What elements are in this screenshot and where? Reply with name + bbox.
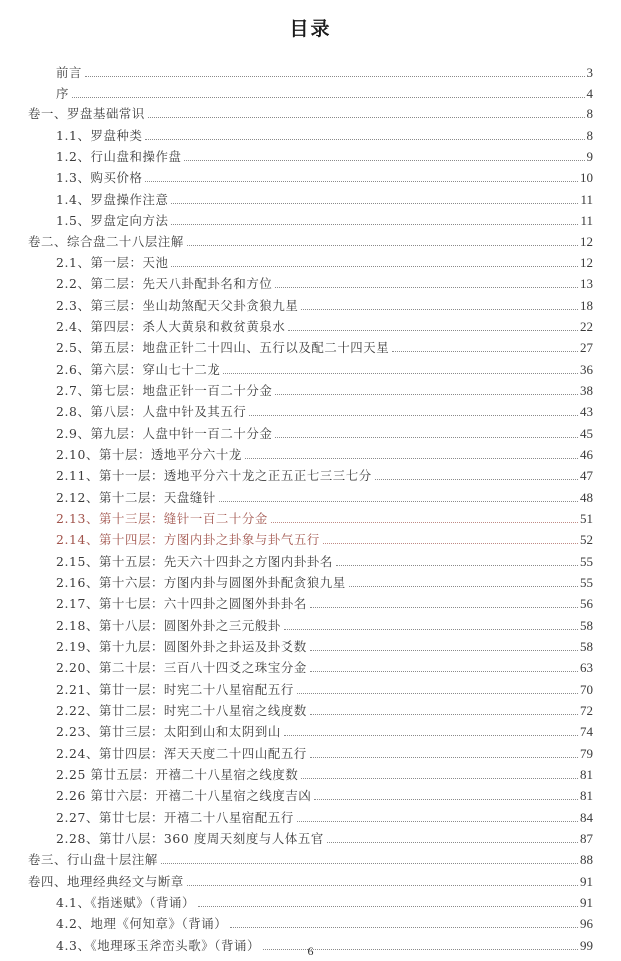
toc-entry-page-number: 3 bbox=[586, 65, 593, 80]
toc-section-entry[interactable] bbox=[56, 486, 593, 506]
toc-entry-page-number: 51 bbox=[580, 511, 593, 526]
toc-entry-title: 2.12、第十二层：天盘缝针 bbox=[56, 490, 216, 505]
dot-leader bbox=[336, 564, 578, 566]
toc-entry-page-number: 72 bbox=[580, 703, 593, 718]
toc-entry-page-number: 74 bbox=[580, 724, 593, 739]
toc-entry-page-number: 18 bbox=[580, 298, 593, 313]
toc-entry-page-number: 88 bbox=[580, 852, 593, 867]
dot-leader bbox=[187, 884, 578, 886]
toc-entry-title: 2.25 第廿五层：开禧二十八星宿之线度数 bbox=[56, 767, 299, 782]
toc-entry-page-number: 47 bbox=[580, 468, 593, 483]
toc-entry-page-number: 27 bbox=[580, 340, 593, 355]
toc-entry-page-number: 11 bbox=[580, 192, 593, 207]
toc-section-entry[interactable] bbox=[56, 358, 593, 378]
toc-section-entry[interactable] bbox=[56, 294, 593, 314]
toc-section-entry[interactable] bbox=[56, 528, 593, 548]
toc-entry-page-number: 12 bbox=[580, 234, 593, 249]
toc-section-entry[interactable] bbox=[56, 443, 593, 463]
toc-entry-title: 2.2、第二层：先天八卦配卦名和方位 bbox=[56, 276, 273, 291]
toc-entry-title: 2.20、第二十层：三百八十四爻之珠宝分金 bbox=[56, 660, 307, 675]
dot-leader bbox=[161, 862, 578, 864]
toc-chapter-entry[interactable] bbox=[28, 848, 593, 868]
dot-leader bbox=[301, 308, 578, 310]
dot-leader bbox=[145, 180, 578, 182]
dot-leader bbox=[271, 521, 578, 523]
dot-leader bbox=[310, 713, 578, 715]
toc-entry-title: 1.3、购买价格 bbox=[56, 170, 143, 185]
toc-entry-page-number: 48 bbox=[580, 490, 593, 505]
toc-entry-title: 4.1、《指迷赋》（背诵） bbox=[56, 895, 196, 910]
toc-section-entry[interactable] bbox=[56, 400, 593, 420]
toc-entry-page-number: 91 bbox=[580, 874, 593, 889]
toc-section-entry[interactable] bbox=[56, 336, 593, 356]
toc-section-entry[interactable] bbox=[56, 272, 593, 292]
dot-leader bbox=[297, 692, 578, 694]
toc-entry-page-number: 36 bbox=[580, 362, 593, 377]
toc-entry-title: 2.11、第十一层：透地平分六十龙之正五正七三三七分 bbox=[56, 468, 372, 483]
toc-entry-title: 2.8、第八层：人盘中针及其五行 bbox=[56, 404, 247, 419]
toc-entry-page-number: 9 bbox=[586, 149, 593, 164]
toc-entry-page-number: 55 bbox=[580, 575, 593, 590]
toc-entry-page-number: 8 bbox=[586, 106, 593, 121]
toc-entry-title: 2.21、第廿一层：时宪二十八星宿配五行 bbox=[56, 682, 294, 697]
toc-section-entry[interactable] bbox=[56, 422, 593, 442]
toc-section-entry[interactable] bbox=[56, 635, 593, 655]
toc-entry-title: 2.10、第十层：透地平分六十龙 bbox=[56, 447, 242, 462]
toc-entry-title: 2.26 第廿六层：开禧二十八星宿之线度吉凶 bbox=[56, 788, 312, 803]
toc-entry-title: 4.2、地理《何知章》（背诵） bbox=[56, 916, 228, 931]
dot-leader bbox=[310, 649, 578, 651]
toc-entry-page-number: 87 bbox=[580, 831, 593, 846]
dot-leader bbox=[288, 329, 578, 331]
toc-entry-page-number: 56 bbox=[580, 596, 593, 611]
dot-leader bbox=[85, 75, 585, 77]
toc-entry-title: 2.16、第十六层：方图内卦与圆图外卦配贪狼九星 bbox=[56, 575, 346, 590]
dot-leader bbox=[310, 606, 578, 608]
toc-section-entry[interactable] bbox=[56, 571, 593, 591]
toc-section-entry[interactable] bbox=[56, 720, 593, 740]
dot-leader bbox=[245, 457, 578, 459]
toc-entry-title: 2.1、第一层：天池 bbox=[56, 255, 169, 270]
dot-leader bbox=[314, 798, 578, 800]
toc-entry-page-number: 38 bbox=[580, 383, 593, 398]
dot-leader bbox=[198, 905, 578, 907]
dot-leader bbox=[72, 96, 585, 98]
toc-section-entry[interactable] bbox=[56, 379, 593, 399]
dot-leader bbox=[284, 628, 578, 630]
toc-entry-title: 卷三、行山盘十层注解 bbox=[28, 852, 158, 867]
toc-entry-title: 2.27、第廿七层：开禧二十八星宿配五行 bbox=[56, 810, 294, 825]
toc-section-entry[interactable] bbox=[56, 82, 593, 102]
dot-leader bbox=[184, 159, 584, 161]
toc-section-entry[interactable] bbox=[56, 550, 593, 570]
dot-leader bbox=[297, 820, 578, 822]
dot-leader bbox=[275, 393, 578, 395]
dot-leader bbox=[284, 734, 578, 736]
dot-leader bbox=[349, 585, 578, 587]
dot-leader bbox=[327, 841, 578, 843]
dot-leader bbox=[171, 265, 578, 267]
toc-entry-page-number: 91 bbox=[580, 895, 593, 910]
toc-entry-title: 2.4、第四层：杀人大黄泉和救贫黄泉水 bbox=[56, 319, 286, 334]
toc-entry-page-number: 99 bbox=[580, 938, 593, 953]
toc-entry-title: 2.19、第十九层：圆图外卦之卦运及卦爻数 bbox=[56, 639, 307, 654]
toc-entry-page-number: 10 bbox=[580, 170, 593, 185]
dot-leader bbox=[219, 500, 578, 502]
toc-entry-title: 2.5、第五层：地盘正针二十四山、五行以及配二十四天星 bbox=[56, 340, 390, 355]
toc-section-entry[interactable] bbox=[56, 827, 593, 847]
toc-entry-title: 2.15、第十五层：先天六十四卦之方图内卦卦名 bbox=[56, 554, 333, 569]
toc-entry-page-number: 11 bbox=[580, 213, 593, 228]
toc-chapter-entry[interactable] bbox=[28, 870, 593, 890]
toc-entry-title: 2.17、第十七层：六十四卦之圆图外卦卦名 bbox=[56, 596, 307, 611]
page-title: 目录 bbox=[289, 18, 332, 40]
toc-entry-page-number: 4 bbox=[586, 86, 593, 101]
toc-section-entry[interactable] bbox=[56, 699, 593, 719]
toc-entry-title: 前言 bbox=[56, 65, 82, 80]
toc-entry-page-number: 46 bbox=[580, 447, 593, 462]
toc-entry-page-number: 12 bbox=[580, 255, 593, 270]
toc-entry-page-number: 70 bbox=[580, 682, 593, 697]
toc-entry-page-number: 22 bbox=[580, 319, 593, 334]
toc-entry-page-number: 96 bbox=[580, 916, 593, 931]
toc-entry-title: 2.28、第廿八层：360 度周天刻度与人体五官 bbox=[56, 831, 324, 846]
toc-entry-title: 2.14、第十四层：方图内卦之卦象与卦气五行 bbox=[56, 532, 320, 547]
toc-section-entry[interactable] bbox=[56, 656, 593, 676]
toc-entry-page-number: 52 bbox=[580, 532, 593, 547]
toc-entry-title: 卷四、地理经典经文与断章 bbox=[28, 874, 184, 889]
dot-leader bbox=[171, 202, 578, 204]
dot-leader bbox=[301, 777, 578, 779]
toc-chapter-entry[interactable] bbox=[28, 102, 593, 122]
dot-leader bbox=[275, 436, 578, 438]
page-number: 6 bbox=[307, 944, 314, 958]
toc-entry-title: 1.1、罗盘种类 bbox=[56, 128, 143, 143]
toc-entry-title: 4.3、《地理琢玉斧峦头歌》（背诵） bbox=[56, 938, 260, 953]
toc-entry-page-number: 84 bbox=[580, 810, 593, 825]
dot-leader bbox=[275, 286, 578, 288]
dot-leader bbox=[187, 244, 578, 246]
toc-entry-title: 1.2、行山盘和操作盘 bbox=[56, 149, 182, 164]
toc-entry-title: 2.23、第廿三层：太阳到山和太阴到山 bbox=[56, 724, 281, 739]
toc-section-entry[interactable] bbox=[56, 912, 593, 932]
toc-section-entry[interactable] bbox=[56, 145, 593, 165]
toc-entry-title: 2.22、第廿二层：时宪二十八星宿之线度数 bbox=[56, 703, 307, 718]
toc-section-entry[interactable] bbox=[56, 784, 593, 804]
toc-entry-title: 2.18、第十八层：圆图外卦之三元般卦 bbox=[56, 618, 281, 633]
toc-entry-title: 1.4、罗盘操作注意 bbox=[56, 192, 169, 207]
dot-leader bbox=[392, 350, 578, 352]
dot-leader bbox=[249, 414, 578, 416]
toc-entry-title: 2.9、第九层：人盘中针一百二十分金 bbox=[56, 426, 273, 441]
toc-section-entry[interactable] bbox=[56, 507, 593, 527]
toc-section-entry[interactable] bbox=[56, 315, 593, 335]
toc-section-entry[interactable] bbox=[56, 891, 593, 911]
toc-section-entry[interactable] bbox=[56, 678, 593, 698]
toc-entry-page-number: 63 bbox=[580, 660, 593, 675]
toc-section-entry[interactable] bbox=[56, 166, 593, 186]
toc-entry-title: 1.5、罗盘定向方法 bbox=[56, 213, 169, 228]
toc-section-entry[interactable] bbox=[56, 464, 593, 484]
toc-entry-page-number: 58 bbox=[580, 618, 593, 633]
toc-section-entry[interactable] bbox=[56, 806, 593, 826]
dot-leader bbox=[171, 223, 578, 225]
toc-entry-title: 卷二、综合盘二十八层注解 bbox=[28, 234, 184, 249]
toc-chapter-entry[interactable] bbox=[28, 230, 593, 250]
dot-leader bbox=[223, 372, 578, 374]
dot-leader bbox=[375, 478, 578, 480]
dot-leader bbox=[148, 116, 585, 118]
toc-section-entry[interactable] bbox=[56, 742, 593, 762]
toc-section-entry[interactable] bbox=[56, 209, 593, 229]
toc-entry-title: 2.6、第六层：穿山七十二龙 bbox=[56, 362, 221, 377]
toc-entry-title: 卷一、罗盘基础常识 bbox=[28, 106, 145, 121]
toc-entry-title: 2.13、第十三层：缝针一百二十分金 bbox=[56, 511, 268, 526]
toc-entry-title: 2.7、第七层：地盘正针一百二十分金 bbox=[56, 383, 273, 398]
toc-entry-title: 2.3、第三层：坐山劫煞配天父卦贪狼九星 bbox=[56, 298, 299, 313]
dot-leader bbox=[310, 670, 578, 672]
toc-section-entry[interactable] bbox=[56, 614, 593, 634]
toc-entry-page-number: 55 bbox=[580, 554, 593, 569]
toc-section-entry[interactable] bbox=[56, 124, 593, 144]
toc-section-entry[interactable] bbox=[56, 251, 593, 271]
toc-entry-title: 2.24、第廿四层：浑天天度二十四山配五行 bbox=[56, 746, 307, 761]
toc-section-entry[interactable] bbox=[56, 592, 593, 612]
toc-entry-page-number: 81 bbox=[580, 788, 593, 803]
dot-leader bbox=[230, 926, 578, 928]
toc-entry-page-number: 13 bbox=[580, 276, 593, 291]
toc-section-entry[interactable] bbox=[56, 188, 593, 208]
toc-section-entry[interactable] bbox=[56, 763, 593, 783]
toc-entry-page-number: 58 bbox=[580, 639, 593, 654]
toc-entry-page-number: 79 bbox=[580, 746, 593, 761]
dot-leader bbox=[310, 756, 578, 758]
toc-entry-page-number: 45 bbox=[580, 426, 593, 441]
toc-section-entry[interactable] bbox=[56, 61, 593, 81]
toc-entry-page-number: 8 bbox=[586, 128, 593, 143]
dot-leader bbox=[145, 138, 584, 140]
toc-entry-page-number: 81 bbox=[580, 767, 593, 782]
toc-entry-page-number: 43 bbox=[580, 404, 593, 419]
dot-leader bbox=[323, 542, 578, 544]
toc-entry-title: 序 bbox=[56, 86, 69, 101]
